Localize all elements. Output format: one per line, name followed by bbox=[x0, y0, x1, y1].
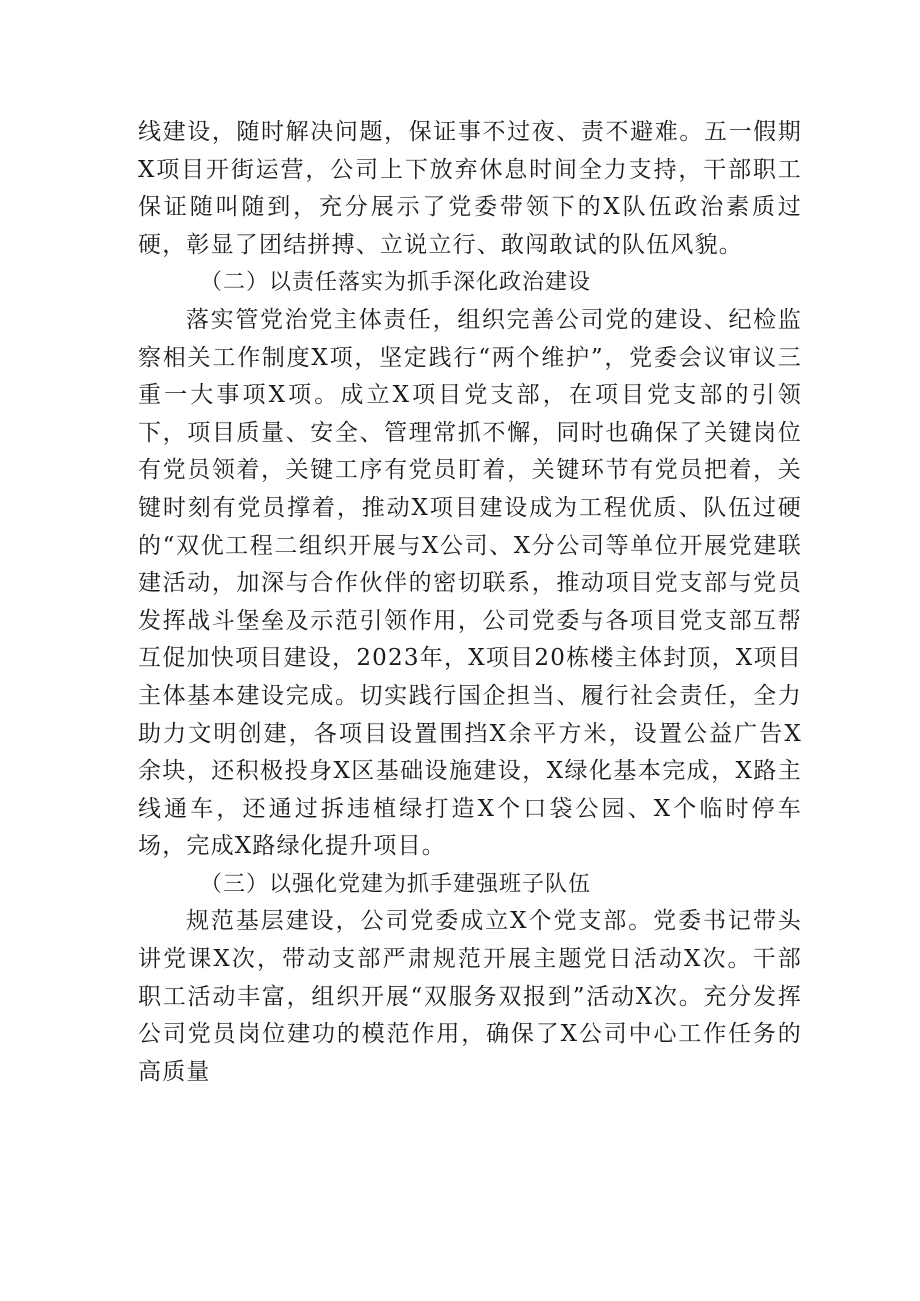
paragraph-responsibility: 落实管党治党主体责任，组织完善公司党的建设、纪检监察相关工作制度X项，坚定践行“两个维护”，党委会议审议三重一大事项X项。成立X项目党支部，在项目党支部的引领下，项目质量、安全、管理常抓不懈，同时也确保了关键岗位有党员领着，关键工序有党员盯着，关键环节有党员把着，关键时刻有党员撑着，推动X项目建设成为工程优质、队伍过硬的“双优工程二组织开展与X公司、X分公司等单位开展党建联建活动，加深与合作伙伴的密切联系，推动项目党支部与党员发挥战斗堡垒及示范引领作用，公司党委与各项目党支部互帮互促加快项目建设，2023年，X项目20栋楼主体封顶，X项目主体基本建设完成。切实践行国企担当、履行社会责任，全力助力文明创建，各项目设置围挡X余平方米，设置公益广告X余块，还积极投身X区基础设施建设，X绿化基本完成，X路主线通车，还通过拆违植绿打造X个口袋公园、X个临时停车场，完成X路绿化提升项目。 bbox=[138, 306, 802, 860]
paragraph-team-building: 规范基层建设，公司党委成立X个党支部。党委书记带头讲党课X次，带动支部严肃规范开展主题党日活动X次。干部职工活动丰富，组织开展“双服务双报到”活动X次。充分发挥公司党员岗位建功的模范作用，确保了X公司中心工作任务的高质量 bbox=[138, 908, 802, 1085]
section-heading-3: （三）以强化党建为抓手建强班子队伍 bbox=[200, 871, 592, 897]
paragraph-continuation: 线建设，随时解决问题，保证事不过夜、责不避难。五一假期X项目开街运营，公司上下放弃休息时间全力支持，干部职工保证随叫随到，充分展示了党委带领下的X队伍政治素质过硬，彰显了团结拼搏、立说立行、敢闯敢试的队伍风貌。 bbox=[138, 119, 802, 258]
section-heading-2: （二）以责任落实为抓手深化政治建设 bbox=[200, 270, 592, 296]
document-body bbox=[138, 114, 802, 1091]
